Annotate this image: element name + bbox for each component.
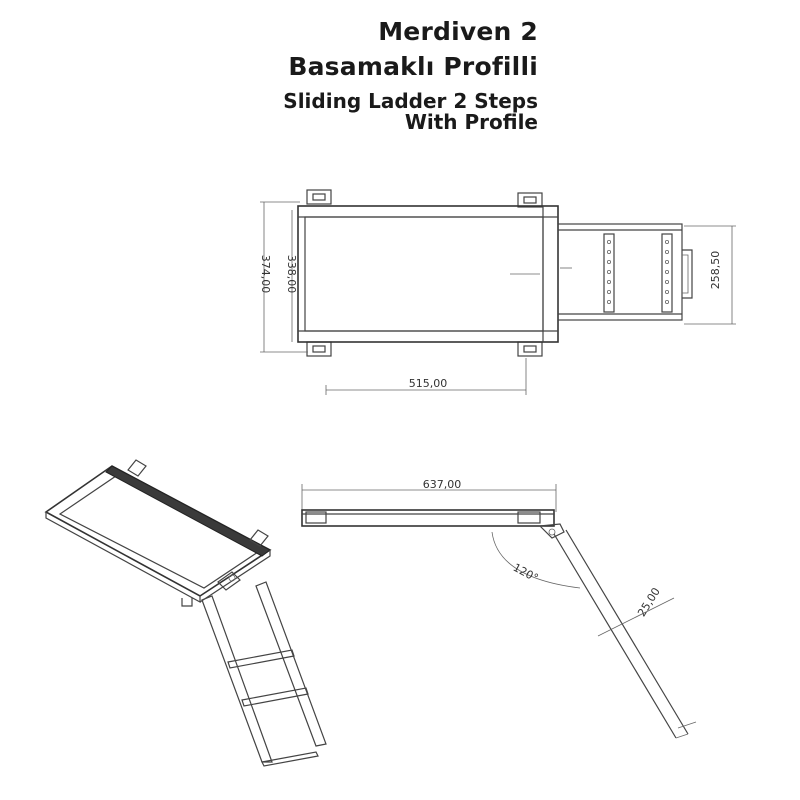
top-view	[259, 190, 736, 395]
mount-tab	[518, 193, 542, 207]
title-english-2: With Profile	[404, 110, 538, 134]
mount-tab	[307, 190, 331, 204]
title-turkish-1: Merdiven 2	[378, 17, 538, 46]
iso-tab	[128, 460, 146, 476]
dim-side-length: 637,00	[422, 478, 462, 491]
mount-tab	[518, 342, 542, 356]
title-turkish-2: Basamaklı Profilli	[288, 52, 538, 81]
platform-dark-rail	[106, 466, 270, 556]
dim-ladder-width: 25,00	[635, 585, 663, 619]
mount-tab-slot	[313, 194, 325, 200]
ladder-handle	[682, 250, 692, 298]
ladder-rung	[228, 650, 294, 668]
dim-inner-height: 338,00	[285, 254, 298, 294]
title-english-1: Sliding Ladder 2 Steps	[283, 89, 538, 113]
ladder-left-rail	[202, 596, 272, 762]
isometric-view	[46, 460, 326, 766]
mount-tab	[307, 342, 331, 356]
mount-tab-slot	[524, 197, 536, 203]
main-frame-inner	[305, 217, 543, 331]
step-holes	[607, 240, 668, 303]
ladder-rail-right	[566, 530, 688, 734]
mount-tab-slot	[313, 346, 325, 352]
mount-tab-slot	[524, 346, 536, 352]
dim-angle: 120°	[510, 560, 541, 585]
dim-width: 515,00	[408, 377, 448, 390]
ladder-rail-left	[554, 534, 676, 738]
side-rail	[302, 510, 554, 526]
side-view	[302, 478, 696, 738]
dim-outer-height: 374,00	[259, 254, 272, 294]
ladder-extension	[558, 224, 682, 320]
ladder-right-rail	[256, 582, 326, 746]
dim-ladder-height: 258,50	[709, 250, 722, 290]
